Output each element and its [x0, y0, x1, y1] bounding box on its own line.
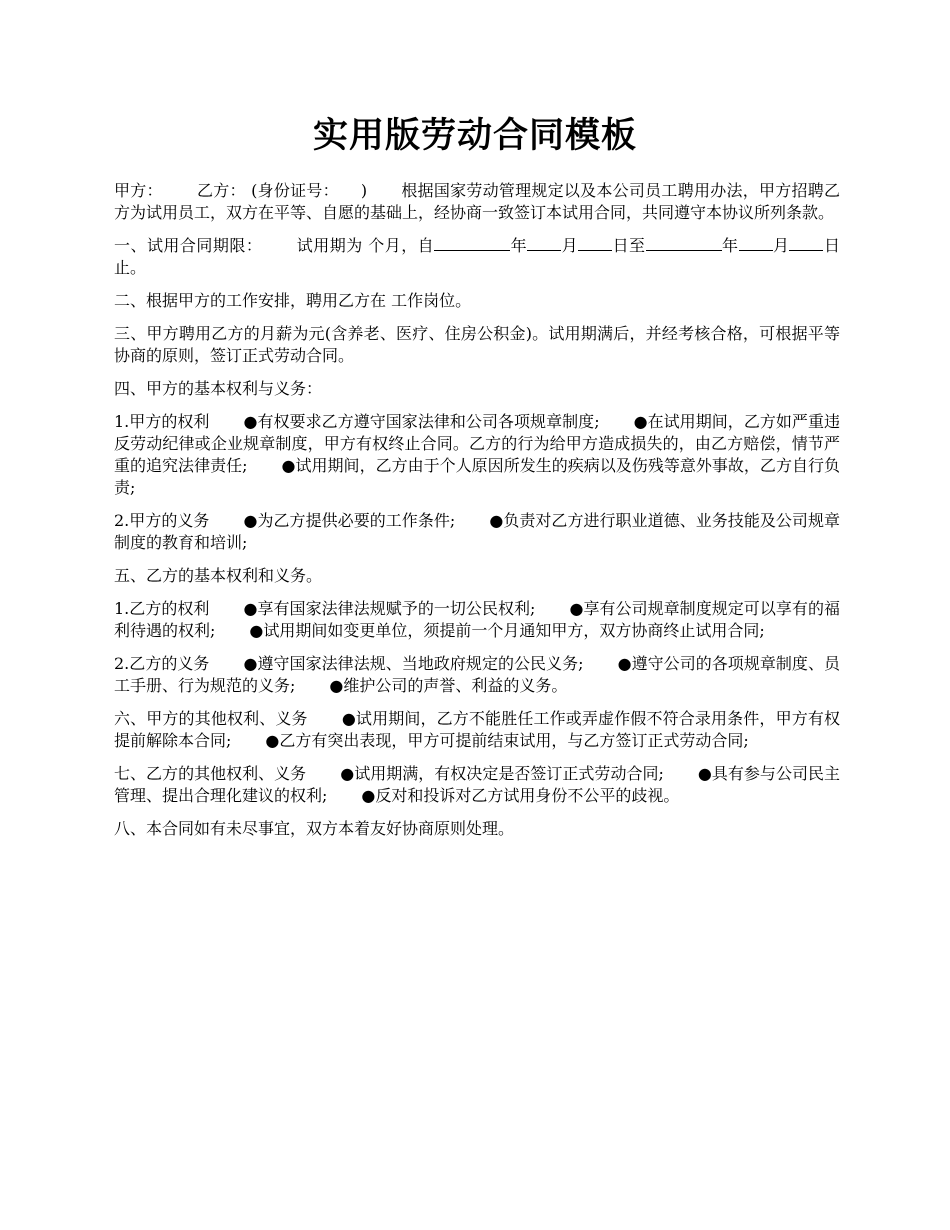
clause-5-2: [114, 653, 840, 697]
clause-4-2: [114, 510, 840, 554]
day-end-label: 日止。: [114, 236, 840, 277]
month-label: 月: [561, 236, 579, 255]
clause-1-heading: 一、试用合同期限：: [114, 236, 263, 255]
end-year-blank: [646, 236, 722, 251]
clause-5: 五、乙方的基本权利和义务。: [114, 566, 323, 585]
document-body: [114, 180, 840, 851]
day-to-label: 日至: [612, 236, 646, 255]
clause-6: [114, 708, 840, 752]
end-day-blank: [789, 236, 823, 251]
clause-3: 三、甲方聘用乙方的月薪为元(含养老、医疗、住房公积金)。试用期满后，并经考核合格，可根据平等协商的原则，签订正式劳动合同。: [114, 324, 840, 365]
year-label: 年: [510, 236, 528, 255]
clause-5-1-item: ●享有公司规章制度规定可以享有的福利待遇的权利;: [114, 599, 840, 640]
clause-5-1: [114, 598, 840, 642]
clause-7-item: ●具有参与公司民主管理、提出合理化建议的权利;: [114, 764, 840, 805]
intro-text: 根据国家劳动管理规定以及本公司员工聘用办法，甲方招聘乙方为试用员工，双方在平等、自愿的基础上，经协商一致签订本试用合同，共同遵守本协议所列条款。: [114, 181, 840, 222]
intro-paragraph: [114, 180, 840, 224]
clause-5-1-item: ●试用期间如变更单位，须提前一个月通知甲方，双方协商终止试用合同;: [249, 621, 765, 640]
start-day-blank: [578, 236, 612, 251]
clause-4-1-item: ●有权要求乙方遵守国家法律和公司各项规章制度;: [243, 412, 600, 431]
clause-7-heading: 七、乙方的其他权利、义务: [114, 764, 307, 783]
clause-6-item: ●乙方有突出表现，甲方可提前结束试用，与乙方签订正式劳动合同;: [265, 731, 749, 750]
party-b-label: 乙方：: [196, 181, 246, 200]
end-month-blank-a: [739, 236, 773, 251]
clause-4-1-item: ●试用期间，乙方由于个人原因所发生的疾病以及伤残等意外事故，乙方自行负责;: [114, 456, 840, 497]
end-year-label: 年: [721, 236, 739, 255]
clause-5-2-item: ●遵守国家法律法规、当地政府规定的公民义务;: [243, 654, 584, 673]
clause-7-item: ●试用期满，有权决定是否签订正式劳动合同;: [340, 764, 664, 783]
clause-4-1-heading: 1.甲方的权利: [114, 412, 210, 431]
clause-4: 四、甲方的基本权利与义务：: [114, 379, 323, 398]
id-number-close: ): [360, 181, 368, 200]
clause-5-2-item: ●遵守公司的各项规章制度、员工手册、行为规范的义务;: [114, 654, 840, 695]
clause-5-2-item: ●维护公司的声誉、利益的义务。: [329, 676, 568, 695]
clause-4-2-item: ●为乙方提供必要的工作条件;: [243, 511, 456, 530]
id-number-label: (身份证号：: [251, 181, 339, 200]
clause-8: 八、本合同如有未尽事宜，双方本着友好协商原则处理。: [114, 819, 515, 838]
clause-4-2-item: ●负责对乙方进行职业道德、业务技能及公司规章制度的教育和培训;: [114, 511, 840, 552]
document-title: 实用版劳动合同模板: [312, 115, 637, 156]
clause-1: [114, 235, 840, 279]
party-a-label: 甲方：: [114, 181, 163, 200]
clause-4-1-item: ●在试用期间，乙方如严重违反劳动纪律或企业规章制度，甲方有权终止合同。乙方的行为给甲方造成损失的，由乙方赔偿，情节严重的追究法律责任;: [114, 412, 840, 475]
clause-5-1-heading: 1.乙方的权利: [114, 599, 210, 618]
end-month-label: 月: [772, 236, 790, 255]
start-year-blank: [434, 236, 510, 251]
clause-1-text: 试用期为 个月，自: [296, 236, 435, 255]
start-month-blank: [527, 236, 561, 251]
clause-5-1-item: ●享有国家法律法规赋予的一切公民权利;: [243, 599, 536, 618]
clause-7-item: ●反对和投诉对乙方试用身份不公平的歧视。: [361, 786, 680, 805]
clause-4-1: [114, 411, 840, 499]
clause-7: [114, 763, 840, 807]
clause-6-heading: 六、甲方的其他权利、义务: [114, 709, 308, 728]
clause-6-item: ●试用期间，乙方不能胜任工作或弄虚作假不符合录用条件，甲方有权提前解除本合同;: [114, 709, 840, 750]
clause-5-2-heading: 2.乙方的义务: [114, 654, 210, 673]
clause-4-2-heading: 2.甲方的义务: [114, 511, 210, 530]
clause-2: 二、根据甲方的工作安排，聘用乙方在 工作岗位。: [114, 291, 472, 310]
